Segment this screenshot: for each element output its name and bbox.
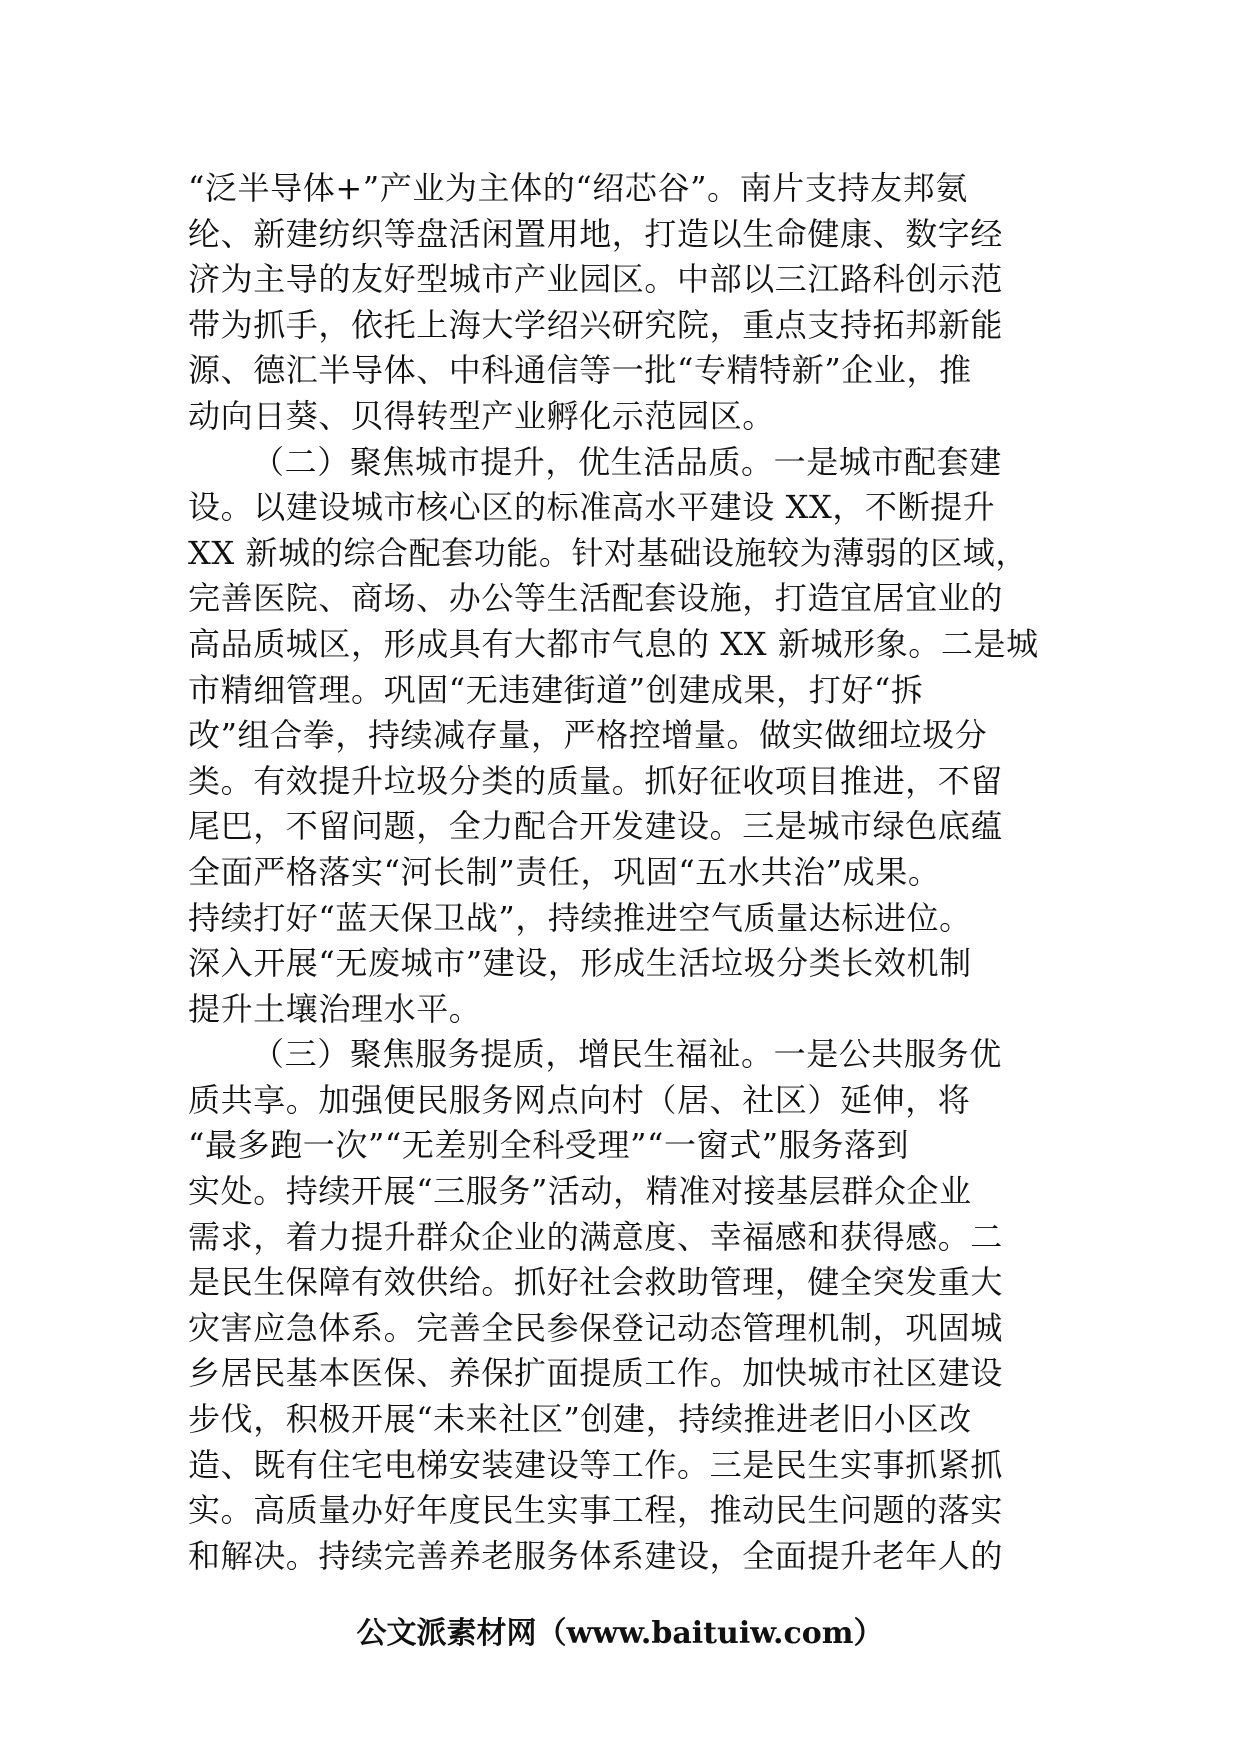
text-line: XX 新城的综合配套功能。针对基础设施较为薄弱的区域， xyxy=(188,533,1028,572)
text-line: 动向日葵、贝得转型产业孵化示范园区。 xyxy=(188,396,775,435)
text-line: 提升土壤治理水平。 xyxy=(188,989,482,1028)
text-line: 源、德汇半导体、中科通信等一批“专精特新”企业，推 xyxy=(188,351,972,390)
document-body xyxy=(188,166,1058,1579)
text-line: 灾害应急体系。完善全民参保登记动态管理机制，巩固城 xyxy=(188,1308,1004,1347)
text-line: 设。以建设城市核心区的标准高水平建设 XX，不断提升 xyxy=(188,488,996,527)
text-line: 和解决。持续完善养老服务体系建设，全面提升老年人的 xyxy=(188,1536,1004,1575)
text-line: 乡居民基本医保、养保扩面提质工作。加快城市社区建设 xyxy=(188,1354,1004,1393)
text-line: “泛半导体+”产业为主体的“绍芯谷”。南片支持友邦氨 xyxy=(188,169,968,207)
text-line: 济为主导的友好型城市产业园区。中部以三江路科创示范 xyxy=(188,260,1004,299)
text-line: 实。高质量办好年度民生实事工程，推动民生问题的落实 xyxy=(188,1491,1004,1530)
text-line: 带为抓手，依托上海大学绍兴研究院，重点支持拓邦新能 xyxy=(188,305,1004,344)
text-line: 纶、新建纺织等盘活闲置用地，打造以生命健康、数字经 xyxy=(188,214,1004,253)
text-line: 造、既有住宅电梯安装建设等工作。三是民生实事抓紧抓 xyxy=(188,1445,1004,1484)
text-line: 市精细管理。巩固“无违建街道”创建成果，打好“拆 xyxy=(188,670,924,709)
text-line: 深入开展“无废城市”建设，形成生活垃圾分类长效机制 xyxy=(188,944,972,983)
text-line: 高品质城区，形成具有大都市气息的 XX 新城形象。二是城 xyxy=(188,624,1039,663)
section-heading-line: （三）聚焦服务提质，增民生福祉。一是公共服务优 xyxy=(252,1035,1002,1074)
text-line: 实处。持续开展“三服务”活动，精准对接基层群众企业 xyxy=(188,1172,972,1211)
text-line: 需求，着力提升群众企业的满意度、幸福感和获得感。二 xyxy=(188,1217,1004,1256)
text-line: 持续打好“蓝天保卫战”，持续推进空气质量达标进位。 xyxy=(188,898,972,937)
text-line: 质共享。加强便民服务网点向村（居、社区）延伸，将 xyxy=(188,1080,971,1119)
text-line: 完善医院、商场、办公等生活配套设施，打造宜居宜业的 xyxy=(188,579,1004,618)
text-line: 尾巴，不留问题，全力配合开发建设。三是城市绿色底蕴 xyxy=(188,807,1004,846)
text-line: 改”组合拳，持续减存量，严格控增量。做实做细垃圾分 xyxy=(188,716,988,755)
text-line: “最多跑一次”“无差别全科受理”“一窗式”服务落到 xyxy=(188,1126,910,1165)
section-heading-line: （二）聚焦城市提升，优生活品质。一是城市配套建 xyxy=(252,442,1002,481)
text-line: 类。有效提升垃圾分类的质量。抓好征收项目推进，不留 xyxy=(188,761,1004,800)
text-line: 步伐，积极开展“未来社区”创建，持续推进老旧小区改 xyxy=(188,1400,972,1439)
text-line: 全面严格落实“河长制”责任，巩固“五水共治”成果。 xyxy=(188,852,941,891)
text-line: 是民生保障有效供给。抓好社会救助管理，健全突发重大 xyxy=(188,1263,1004,1302)
page-footer: 公文派素材网（www.baituiw.com） xyxy=(356,1616,884,1651)
